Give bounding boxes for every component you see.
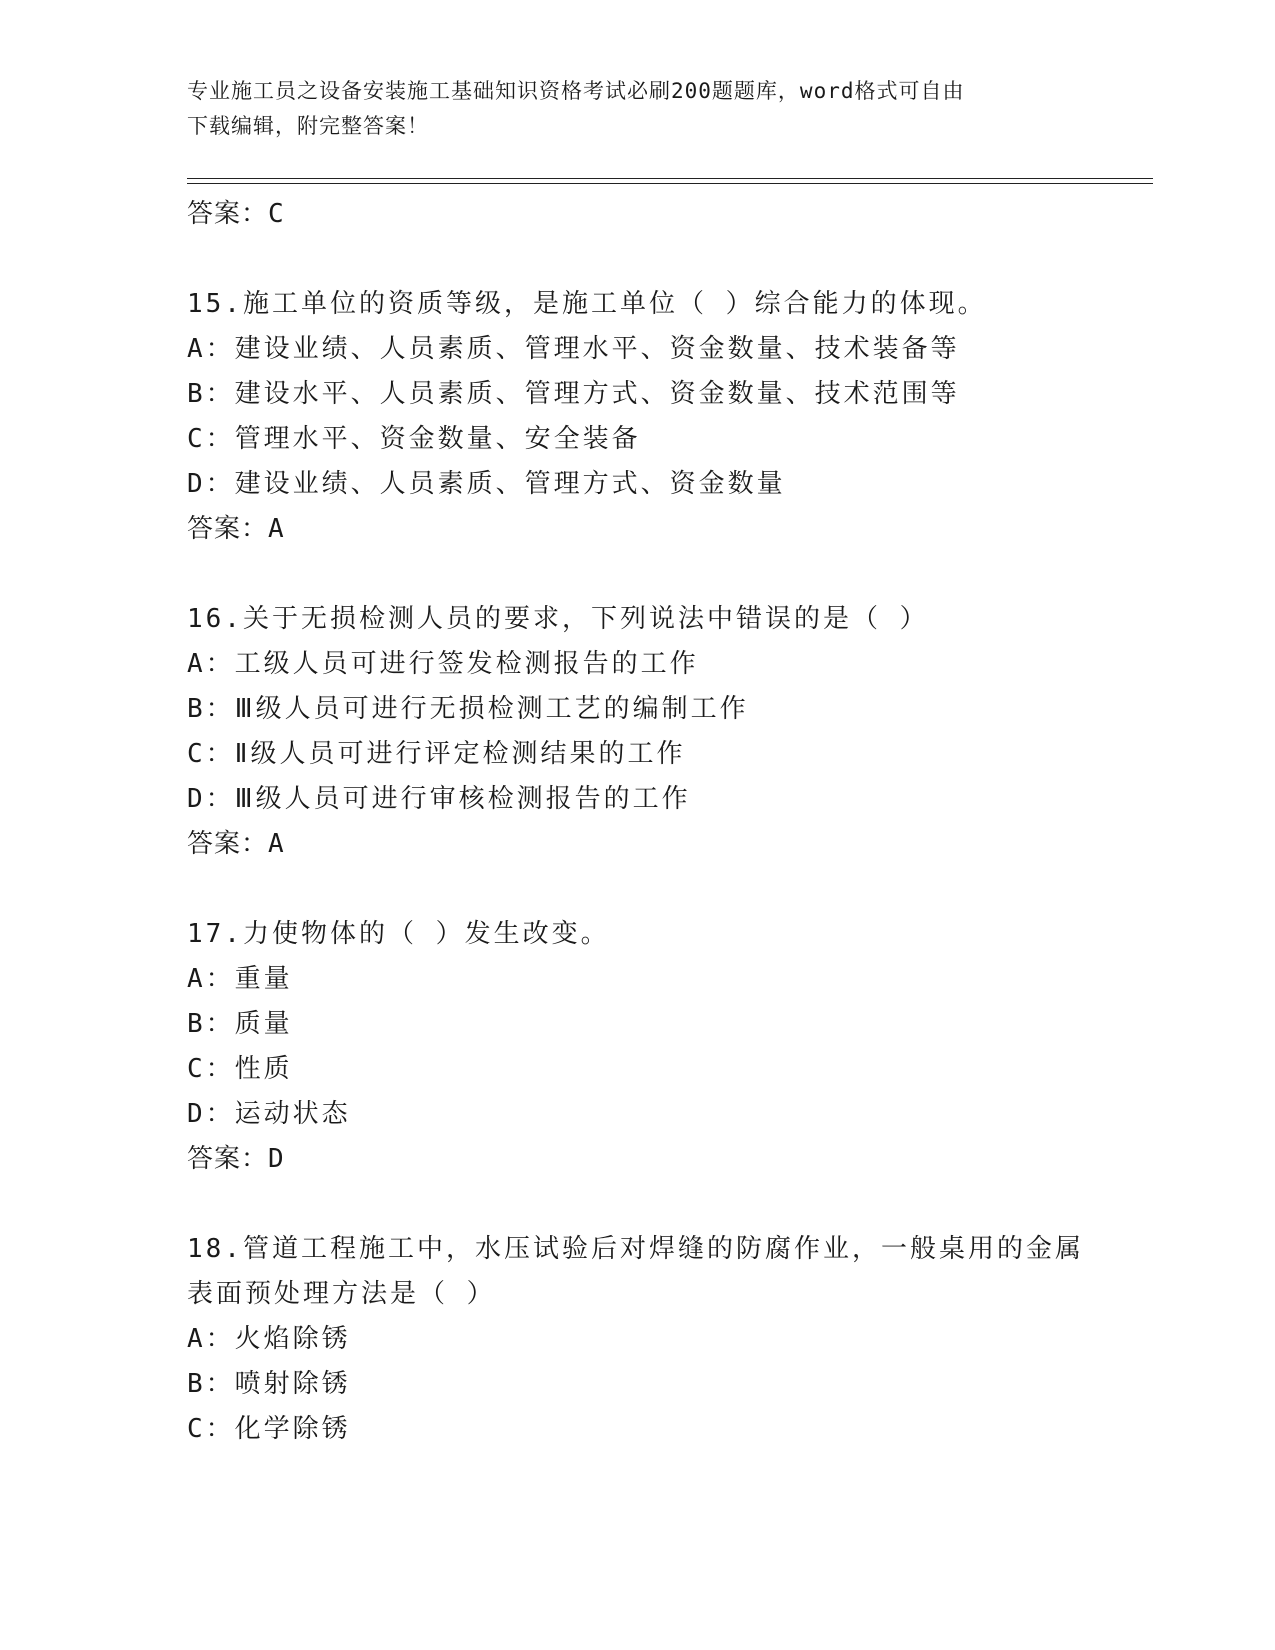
option-b: B：质量 [187,1009,293,1039]
option-a: A：火焰除锈 [187,1324,351,1354]
option-c: C：化学除锈 [187,1414,351,1444]
option-d: D：运动状态 [187,1099,351,1129]
option-d: D：建设业绩、人员素质、管理方式、资金数量 [187,469,786,499]
question-15 [187,282,1087,552]
question-answer [187,1137,1087,1182]
answer-value: A [268,514,285,544]
question-stem: 17.力使物体的（ ）发生改变。 [187,919,610,949]
question-answer [187,822,1087,867]
question-16 [187,597,1087,867]
option-a: A：工级人员可进行签发检测报告的工作 [187,649,699,679]
document-header [187,74,1087,144]
option-c: C：性质 [187,1054,293,1084]
option-c: C：Ⅱ级人员可进行评定检测结果的工作 [187,739,686,769]
answer-label: 答案： [187,829,269,859]
option-d: D：Ⅲ级人员可进行审核检测报告的工作 [187,784,691,814]
header-title-line-1: 专业施工员之设备安装施工基础知识资格考试必刷200题题库，word格式可自由 [187,79,965,103]
question-stem-line-1: 18.管道工程施工中，水压试验后对焊缝的防腐作业，一般桌用的金属 [187,1234,1084,1264]
question-list [187,192,1087,1452]
spacer [187,552,1087,597]
option-a: A：重量 [187,964,293,994]
question-answer [187,507,1087,552]
spacer [187,237,1087,282]
option-b: B：Ⅲ级人员可进行无损检测工艺的编制工作 [187,694,749,724]
answer-value: C [268,199,285,229]
spacer [187,867,1087,912]
answer-label: 答案： [187,1144,269,1174]
option-b: B：建设水平、人员素质、管理方式、资金数量、技术范围等 [187,379,960,409]
answer-label: 答案： [187,514,269,544]
spacer [187,1182,1087,1227]
answer-label: 答案： [187,199,269,229]
previous-answer [187,192,1087,237]
answer-value: A [268,829,285,859]
question-stem-line-2: 表面预处理方法是（ ） [187,1279,496,1309]
header-rule-bottom [187,183,1153,184]
option-c: C：管理水平、资金数量、安全装备 [187,424,641,454]
question-stem: 16.关于无损检测人员的要求，下列说法中错误的是（ ） [187,604,929,634]
option-b: B：喷射除锈 [187,1369,351,1399]
question-18 [187,1227,1087,1452]
question-17 [187,912,1087,1182]
answer-value: D [268,1144,285,1174]
header-title-line-2: 下载编辑，附完整答案！ [187,114,429,138]
header-rule-top [187,178,1153,179]
question-stem: 15.施工单位的资质等级，是施工单位（ ）综合能力的体现。 [187,289,987,319]
option-a: A：建设业绩、人员素质、管理水平、资金数量、技术装备等 [187,334,960,364]
